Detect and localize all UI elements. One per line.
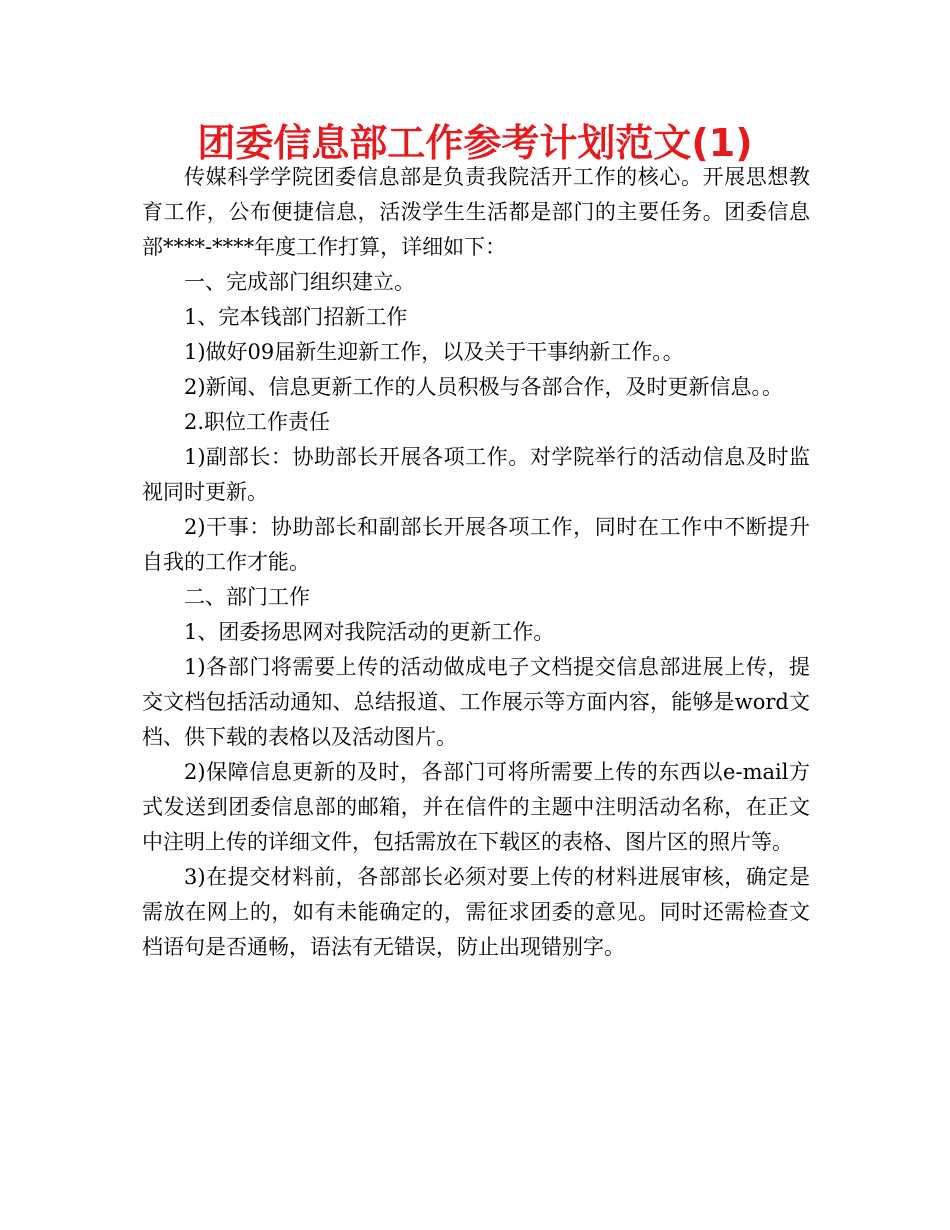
paragraph-duties-officer: 2)干事：协助部长和副部长开展各项工作，同时在工作中不断提升自我的工作才能。 (142, 515, 810, 574)
paragraph-website-item-3: 3)在提交材料前，各部部长必须对要上传的材料进展审核，确定是需放在网上的，如有未能确定的，需征求团委的意见。同时还需检查文档语句是否通畅，语法有无错误，防止出现错别字。 (142, 865, 810, 959)
paragraph-section-2-heading: 二、部门工作 (184, 585, 310, 609)
paragraph-website-item-2: 2)保障信息更新的及时，各部门可将所需要上传的东西以e-mail方式发送到团委信息部的邮箱，并在信件的主题中注明活动名称，在正文中注明上传的详细文件，包括需放在下载区的表格、图片区的照片等。 (142, 760, 810, 854)
paragraph-intro: 传媒科学学院团委信息部是负责我院活开工作的核心。开展思想教育工作，公布便捷信息，活泼学生生活都是部门的主要任务。团委信息部****-****年度工作打算，详细如下： (142, 165, 810, 259)
paragraph-duties-vice-minister: 1)副部长：协助部长开展各项工作。对学院举行的活动信息及时监视同时更新。 (142, 445, 810, 504)
document-body (142, 160, 810, 965)
paragraph-recruitment-item-1: 1)做好09届新生迎新工作，以及关于干事纳新工作。。 (184, 340, 684, 364)
paragraph-recruitment-item-2: 2)新闻、信息更新工作的人员积极与各部合作，及时更新信息。。 (184, 375, 784, 399)
paragraph-section-1-heading: 一、完成部门组织建立。 (184, 270, 415, 294)
paragraph-duties-heading: 2.职位工作责任 (184, 410, 331, 434)
paragraph-website-item-1: 1)各部门将需要上传的活动做成电子文档提交信息部进展上传，提交文档包括活动通知、总结报道、工作展示等方面内容，能够是word文档、供下载的表格以及活动图片。 (142, 655, 810, 749)
paragraph-website-heading: 1、团委扬思网对我院活动的更新工作。 (184, 620, 555, 644)
paragraph-recruitment-heading: 1、完本钱部门招新工作 (184, 305, 408, 329)
document-title: 团委信息部工作参考计划范文(1) (197, 121, 753, 165)
